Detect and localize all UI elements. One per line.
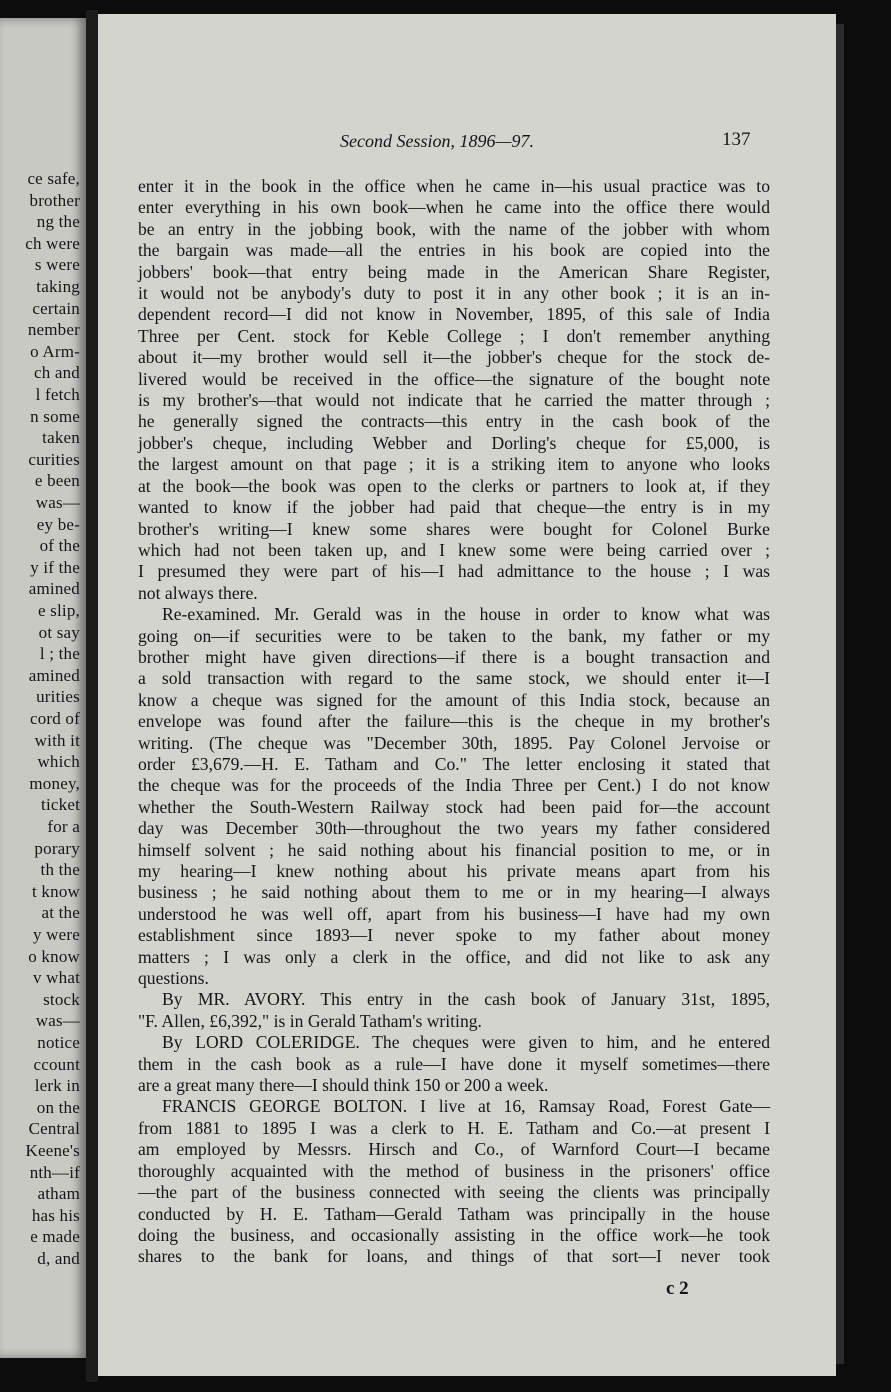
left-page-line: porary (34, 838, 80, 858)
body-line: I presumed they were part of his—I had admittance to the house ; I was (138, 561, 770, 582)
body-line: himself solvent ; he said nothing about his financial position to me, or in (138, 839, 770, 860)
running-header (340, 131, 534, 152)
left-page-line: ch were (25, 233, 80, 253)
body-line: the cheque was for the proceeds of the India Three per Cent.) I do not know (138, 775, 770, 796)
body-line: not always there. (138, 582, 258, 603)
body-line: know a cheque was signed for the amount of this India stock, because an (138, 689, 770, 710)
body-line: Re-examined. Mr. Gerald was in the house in order to know what was (162, 604, 770, 625)
left-page-line: ch and (33, 363, 80, 383)
body-line: matters ; I was only a clerk in the office, and did not like to ask any (138, 946, 770, 967)
body-line: thoroughly acquainted with the method of business in the prisoners' office (138, 1160, 770, 1181)
left-page-line: nth—if (29, 1162, 80, 1182)
left-page-line: ot say (38, 622, 80, 642)
left-page-line: certain (32, 298, 80, 318)
body-line: which had not been taken up, and I knew some were being carried over ; (138, 539, 770, 560)
body-line: from 1881 to 1895 I was a clerk to H. E. Tatham and Co.—at present I (138, 1117, 770, 1138)
left-page-line: y were (33, 925, 80, 944)
left-page-line: v what (33, 968, 80, 988)
body-line: By LORD COLERIDGE. The cheques were given to him, and he entered (162, 1032, 770, 1053)
body-line: at the book—the book was open to the clerks or partners to look at, if they (138, 475, 770, 496)
left-page-line: nember (27, 320, 80, 340)
left-page-line: l ; the (39, 644, 80, 664)
left-page-line: ticket (41, 795, 80, 815)
body-line: conducted by H. E. Tatham—Gerald Tatham was principally in the house (138, 1203, 770, 1224)
left-page-line: ce safe, (27, 169, 80, 188)
left-page-line: with it (34, 730, 80, 750)
left-page-line: y if the (30, 557, 80, 577)
left-page-line: at the (41, 903, 80, 923)
left-page-line: e made (30, 1227, 80, 1247)
left-page-line: was— (35, 493, 80, 512)
body-line: establishment since 1893—I never spoke to my father about money (138, 925, 770, 946)
left-page-line: amined (28, 665, 80, 685)
page-number: 137 (722, 129, 751, 150)
body-line: questions. (138, 968, 209, 989)
body-line: day was December 30th—throughout the two years my father considered (138, 818, 770, 839)
body-line: dependent record—I did not know in November, 1895, of this sale of India (138, 304, 770, 325)
left-page-line: s were (34, 255, 80, 275)
body-line: am employed by Messrs. Hirsch and Co., of Warnford Court—I became (138, 1139, 770, 1160)
gutter-shadow (86, 10, 98, 1382)
left-page (0, 18, 86, 1358)
left-page-line: money, (29, 773, 80, 793)
body-line: writing. (The cheque was "December 30th, 1895. Pay Colonel Jervoise or (138, 732, 770, 753)
left-page-line: which (37, 752, 80, 772)
left-page-line: e slip, (37, 601, 80, 620)
left-page-line: brother (29, 190, 80, 210)
body-line: envelope was found after the failure—this is the cheque in my brother's (138, 711, 770, 732)
body-line: business ; he said nothing about them to me or in my hearing—I always (138, 882, 770, 903)
left-page-line: atham (37, 1184, 80, 1204)
left-page-line: cord of (29, 709, 80, 728)
body-line: wanted to know if the jobber had paid that cheque—the entry is in my (138, 497, 770, 518)
body-line: my hearing—I knew nothing about his private means apart from his (138, 861, 770, 881)
left-page-line: Keene's (25, 1141, 80, 1160)
left-page-line: t know (32, 881, 80, 901)
left-page-line: lerk in (34, 1076, 80, 1096)
left-page-line: o Arm- (30, 341, 80, 361)
signature-mark: c 2 (666, 1278, 689, 1299)
left-page-line: for a (47, 817, 80, 836)
body-line: understood he was well off, apart from his business—I have had my own (138, 903, 770, 924)
left-page-line: on the (36, 1097, 80, 1117)
left-page-line: of the (39, 536, 80, 556)
left-page-line: stock (43, 989, 80, 1009)
body-line: the largest amount on that page ; it is a striking item to anyone who looks (138, 454, 770, 475)
body-line: "F. Allen, £6,392," is in Gerald Tatham's writing. (138, 1010, 482, 1031)
body-line: whether the South-Western Railway stock had been paid for—the account (138, 796, 770, 817)
left-page-line: ccount (33, 1054, 80, 1074)
body-line: a sold transaction with regard to the same stock, we should enter it—I (138, 668, 770, 689)
left-page-line: curities (28, 449, 80, 469)
body-line: FRANCIS GEORGE BOLTON. I live at 16, Ramsay Road, Forest Gate— (162, 1096, 770, 1117)
left-page-line: th the (40, 860, 80, 880)
left-page-line: urities (36, 687, 80, 707)
body-line: —the part of the business connected with seeing the clients was principally (138, 1182, 770, 1203)
page-edge (836, 24, 844, 1364)
left-page-line: e been (34, 471, 80, 491)
body-line: about it—my brother would sell it—the jobber's cheque for the stock de- (138, 347, 770, 368)
body-line: order £3,679.—H. E. Tatham and Co." The letter enclosing it stated that (138, 753, 770, 774)
body-line: doing the business, and occasionally assisting in the office work—he took (138, 1224, 770, 1245)
running-title: Second Session, 1896—97. (340, 131, 534, 151)
left-page-line: l fetch (35, 385, 80, 404)
body-line: enter it in the book in the office when he came in—his usual practice was to (138, 176, 770, 196)
left-page-line: notice (37, 1033, 80, 1052)
body-line: them in the cash book as a rule—I have done it myself sometimes—there (138, 1053, 770, 1074)
left-page-line: has his (31, 1205, 80, 1225)
left-page-line: ng the (36, 212, 80, 232)
left-page-line: taken (42, 428, 80, 448)
body-line: enter everything in his own book—when he came into the office there would (138, 197, 770, 218)
left-page-line: Central (28, 1119, 80, 1139)
left-page-line: taking (36, 277, 80, 296)
body-line: are a great many there—I should think 150 or 200 a week. (138, 1075, 549, 1096)
body-text (138, 176, 770, 1268)
body-line: be an entry in the jobbing book, with the name of the jobber with whom (138, 218, 770, 239)
body-line: jobber's cheque, including Webber and Dorling's cheque for £5,000, is (138, 432, 770, 453)
body-line: jobbers' book—that entry being made in the American Share Register, (138, 261, 770, 282)
body-line: brother might have given directions—if there is a bought transaction and (138, 646, 770, 667)
left-page-line: n some (30, 406, 80, 426)
body-line: is my brother's—that would not indicate that he carried the matter through ; (138, 390, 770, 411)
body-line: shares to the bank for loans, and things of that sort—I never took (138, 1246, 770, 1267)
body-line: the bargain was made—all the entries in his book are copied into the (138, 240, 770, 261)
left-page-line: ey be- (36, 514, 80, 534)
body-line: By MR. AVORY. This entry in the cash book of January 31st, 1895, (162, 989, 770, 1010)
body-line: Three per Cent. stock for Keble College ; I don't remember anything (138, 325, 770, 346)
left-page-line: amined (28, 579, 80, 599)
left-page-line: o know (28, 946, 80, 966)
left-page-line: d, and (37, 1249, 80, 1268)
left-page-line: was— (35, 1011, 80, 1031)
body-line: going on—if securities were to be taken to the bank, my father or my (138, 625, 770, 646)
body-line: it would not be anybody's duty to post it in any other book ; it is an in- (138, 283, 770, 304)
body-line: he generally signed the contracts—this entry in the cash book of the (138, 411, 770, 432)
body-line: brother's writing—I knew some shares were bought for Colonel Burke (138, 518, 770, 539)
body-line: livered would be received in the office—the signature of the bought note (138, 368, 770, 389)
